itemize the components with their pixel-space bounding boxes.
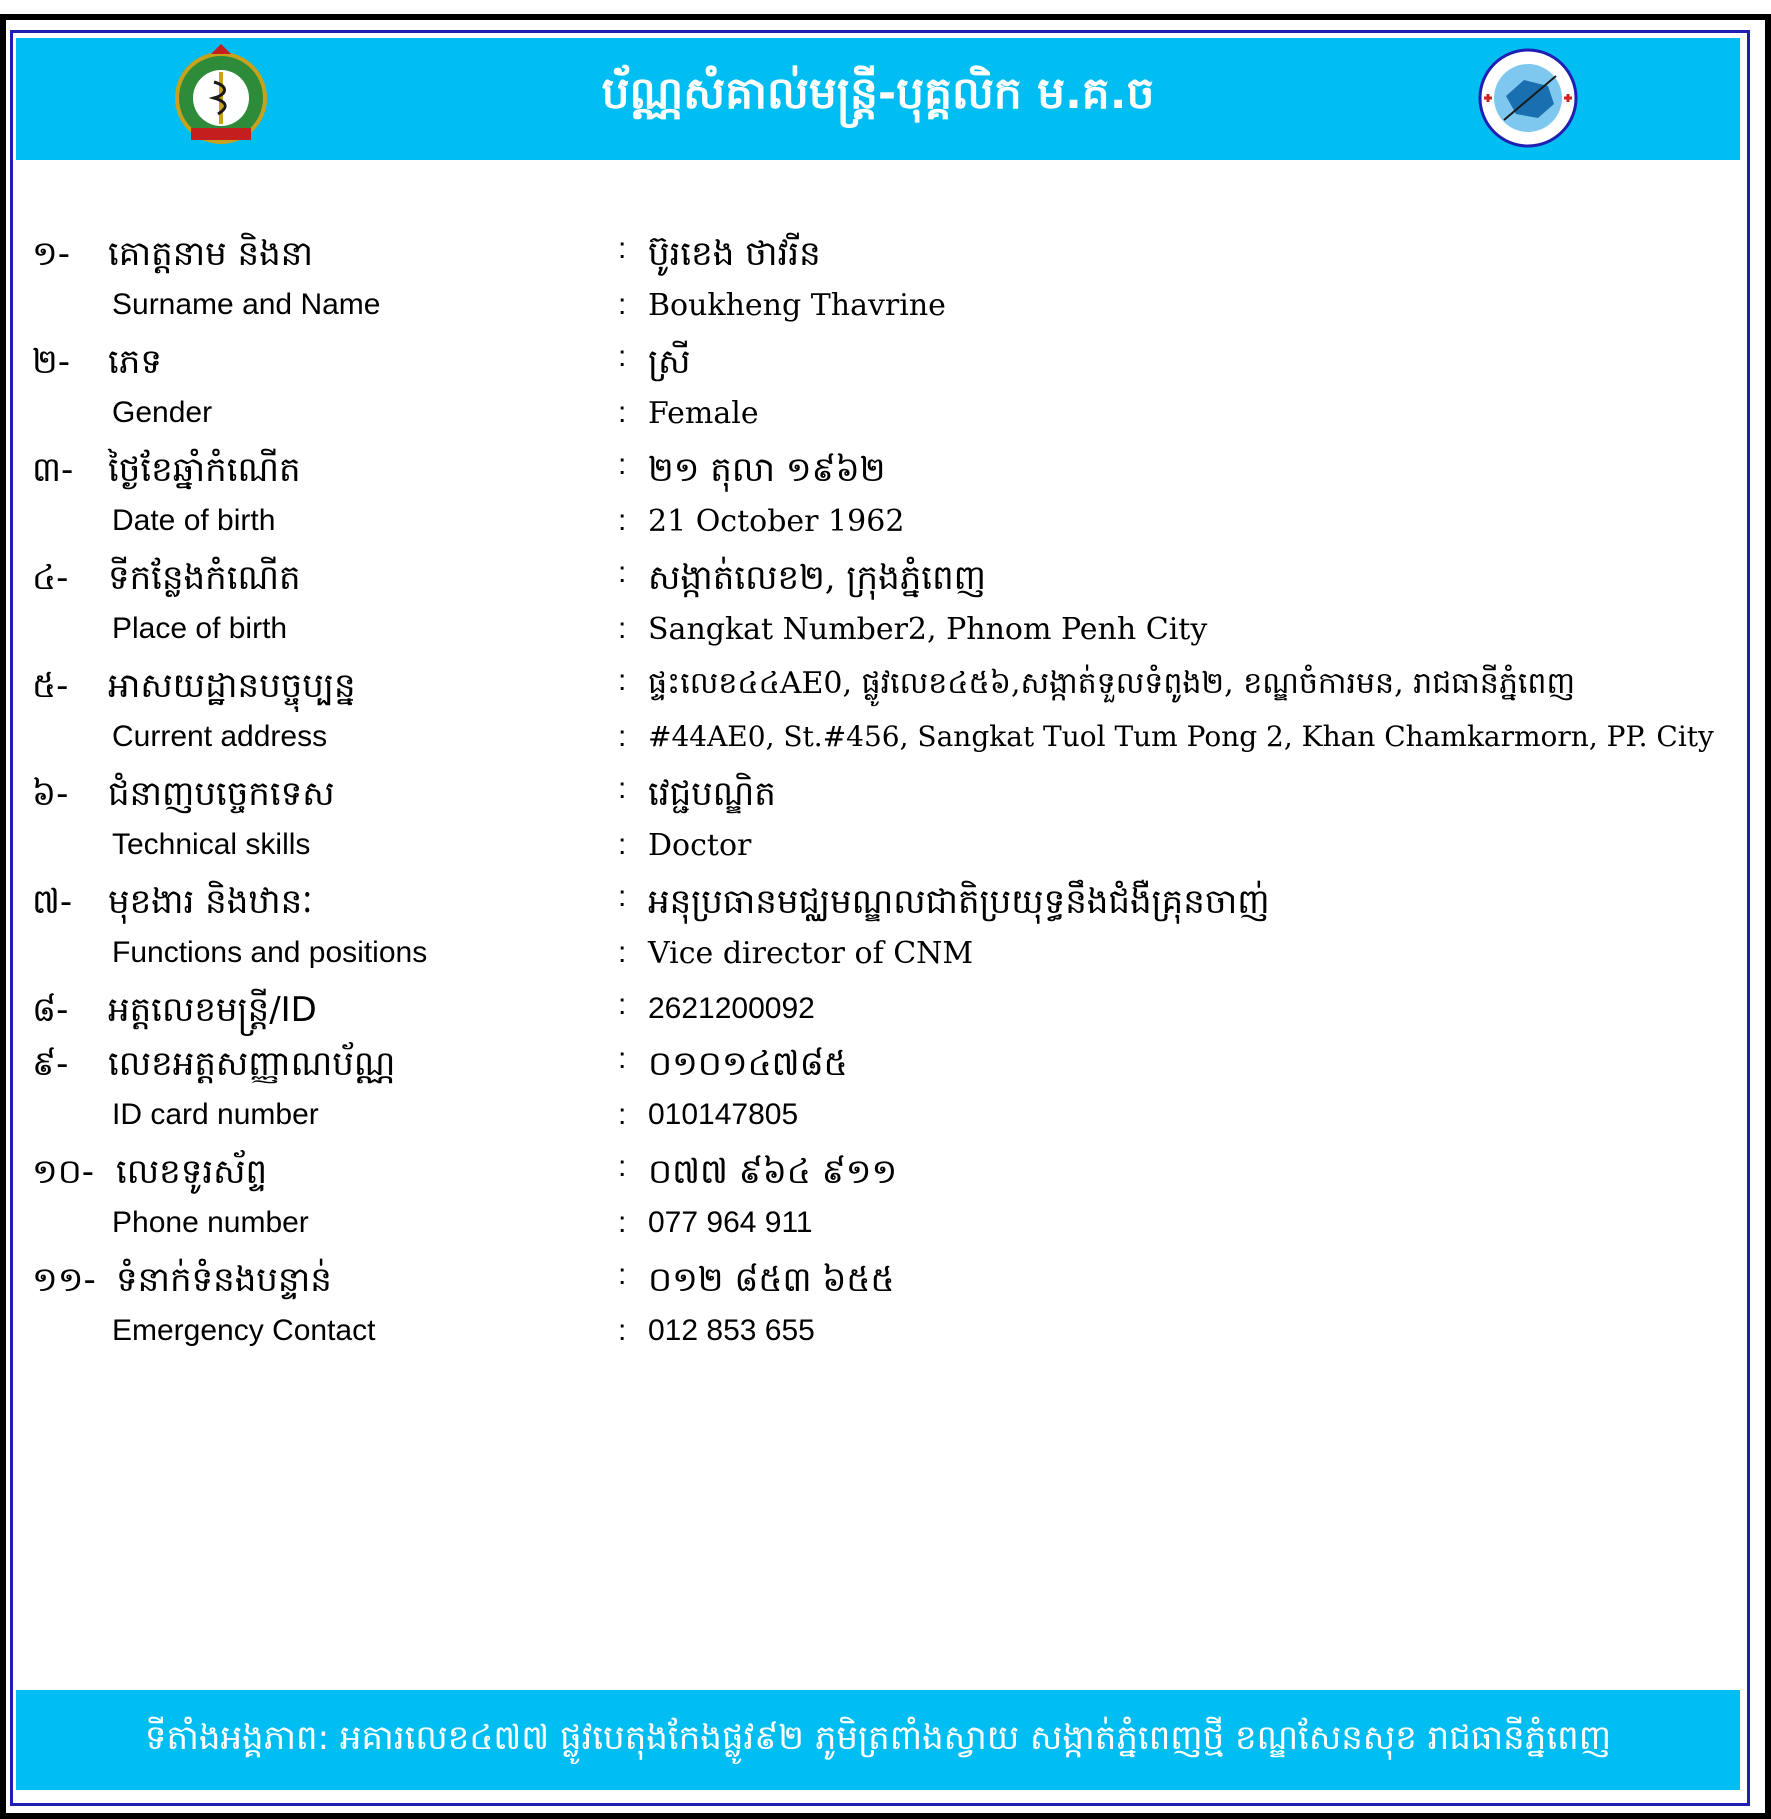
label-address-en: Current address — [112, 720, 328, 753]
row-skills-km — [0, 772, 1771, 828]
row-number: ៨- — [32, 990, 69, 1030]
label-position-en: Functions and positions — [112, 936, 428, 969]
label-gender-en: Gender — [112, 396, 213, 429]
row-number: ២- — [32, 342, 71, 382]
colon: : — [618, 664, 627, 697]
value-emergency-km: ០១២ ៨៥៣ ៦៥៥ — [648, 1260, 895, 1300]
colon: : — [618, 720, 627, 753]
colon: : — [618, 880, 627, 913]
row-phone-km — [0, 1150, 1771, 1206]
colon: : — [618, 504, 627, 537]
office-address: ទីតាំងអង្គភាព: អគារលេខ៤៧៧ ផ្លូវបេតុងកែងផ្លូវ៩២ ភូមិត្រពាំងស្វាយ សង្កាត់ភ្នំពេញថ្មី ខណ្ឌសែនសុខ រាជធានីភ្នំពេញ — [144, 1718, 1612, 1758]
card-title: ប័ណ្ណសំគាល់មន្ត្រី-បុគ្គលិក ម.គ.ច — [601, 68, 1155, 119]
value-skills-km: វេជ្ជបណ្ឌិត — [648, 774, 776, 814]
row-emergency-km — [0, 1258, 1771, 1314]
row-number: ៣- — [32, 450, 74, 490]
row-name-en — [0, 288, 1771, 344]
label-idcard-en: ID card number — [112, 1098, 319, 1131]
header-banner — [16, 38, 1740, 160]
footer-banner — [16, 1690, 1740, 1790]
colon: : — [618, 1150, 627, 1183]
colon: : — [618, 288, 627, 321]
row-number: ១- — [32, 234, 71, 274]
value-phone-km: ០៧៧ ៩៦៤ ៩១១ — [648, 1152, 898, 1192]
value-position-km: អនុប្រធានមជ្ឈមណ្ឌលជាតិប្រយុទ្ធនឹងជំងឺគ្រុនចាញ់ — [648, 882, 1270, 922]
colon: : — [618, 828, 627, 861]
cnm-logo-icon — [1476, 46, 1580, 150]
colon: : — [618, 936, 627, 969]
label-pob-en: Place of birth — [112, 612, 288, 645]
value-dob-en: 21 October 1962 — [648, 504, 905, 539]
colon: : — [618, 1042, 627, 1075]
row-number: ៦- — [32, 774, 69, 814]
row-pob-km — [0, 556, 1771, 612]
row-address-en — [0, 720, 1771, 776]
colon: : — [618, 232, 627, 265]
row-number: ៧- — [32, 882, 73, 922]
label-name-en: Surname and Name — [112, 288, 381, 321]
value-address-en: #44AE0, St.#456, Sangkat Tuol Tum Pong 2, Khan Chamkarmorn, PP. City — [648, 720, 1714, 753]
row-address-km — [0, 664, 1771, 720]
label-gender-km: ភេទ — [108, 342, 162, 382]
label-address-km: អាសយដ្ឋានបច្ចុប្បន្ន — [108, 666, 356, 706]
value-idcard-km: ០១០១៤៧៨៥ — [648, 1044, 848, 1084]
colon: : — [618, 1258, 627, 1291]
row-name-km — [0, 232, 1771, 288]
value-name-en: Boukheng Thavrine — [648, 288, 946, 323]
row-dob-en — [0, 504, 1771, 560]
label-dob-en: Date of birth — [112, 504, 276, 537]
colon: : — [618, 1206, 627, 1239]
value-address-km: ផ្ទះលេខ៤៤AE0, ផ្លូវលេខ៤៥៦,សង្កាត់ទួលទំពូង២, ខណ្ឌចំការមន, រាជធានីភ្នំពេញ — [648, 666, 1576, 701]
label-name-km: គោត្តនាម និងនា — [108, 234, 314, 274]
row-idcard-en — [0, 1098, 1771, 1154]
value-emergency-en: 012 853 655 — [648, 1314, 815, 1347]
row-idcard-km — [0, 1042, 1771, 1098]
label-pob-km: ទីកន្លែងកំណើត — [108, 558, 301, 598]
row-number: ១០- — [32, 1152, 95, 1192]
colon: : — [618, 396, 627, 429]
row-officer-id — [0, 988, 1771, 1044]
value-idcard-en: 010147805 — [648, 1098, 799, 1131]
label-skills-en: Technical skills — [112, 828, 311, 861]
label-phone-km: លេខទូរស័ព្ទ — [116, 1152, 268, 1192]
colon: : — [618, 988, 627, 1021]
colon: : — [618, 772, 627, 805]
row-number: ៥- — [32, 666, 69, 706]
row-skills-en — [0, 828, 1771, 884]
row-gender-en — [0, 396, 1771, 452]
label-phone-en: Phone number — [112, 1206, 309, 1239]
label-position-km: មុខងារ និងឋានៈ — [108, 882, 313, 922]
value-dob-km: ២១ តុលា ១៩៦២ — [648, 450, 886, 490]
value-position-en: Vice director of CNM — [648, 936, 974, 971]
colon: : — [618, 340, 627, 373]
colon: : — [618, 1314, 627, 1347]
row-number: ៩- — [32, 1044, 69, 1084]
ministry-emblem-icon — [166, 42, 276, 154]
colon: : — [618, 1098, 627, 1131]
label-skills-km: ជំនាញបច្ចេកទេស — [108, 774, 335, 814]
value-officer-id: 2621200092 — [648, 992, 815, 1025]
row-position-en — [0, 936, 1771, 992]
row-gender-km — [0, 340, 1771, 396]
colon: : — [618, 556, 627, 589]
value-pob-km: សង្កាត់លេខ២, ក្រុងភ្នំពេញ — [648, 558, 987, 598]
colon: : — [618, 448, 627, 481]
value-name-km: ប៊ូរខេង ថាវរីន — [648, 234, 821, 274]
row-emergency-en — [0, 1314, 1771, 1370]
value-skills-en: Doctor — [648, 828, 752, 863]
label-dob-km: ថ្ងៃខែឆ្នាំកំណើត — [108, 450, 301, 490]
row-dob-km — [0, 448, 1771, 504]
label-emergency-km: ទំនាក់ទំនងបន្ទាន់ — [116, 1260, 332, 1300]
row-position-km — [0, 880, 1771, 936]
label-idcard-km: លេខអត្តសញ្ញាណប័ណ្ណ — [108, 1044, 396, 1084]
colon: : — [618, 612, 627, 645]
label-emergency-en: Emergency Contact — [112, 1314, 376, 1347]
value-gender-km: ស្រី — [648, 342, 691, 382]
row-number: ៤- — [32, 558, 69, 598]
row-pob-en — [0, 612, 1771, 668]
value-phone-en: 077 964 911 — [648, 1206, 813, 1239]
row-phone-en — [0, 1206, 1771, 1262]
value-gender-en: Female — [648, 396, 759, 431]
value-pob-en: Sangkat Number2, Phnom Penh City — [648, 612, 1208, 647]
label-officer-id: អត្តលេខមន្ត្រី/ID — [108, 990, 317, 1030]
row-number: ១១- — [32, 1260, 96, 1300]
